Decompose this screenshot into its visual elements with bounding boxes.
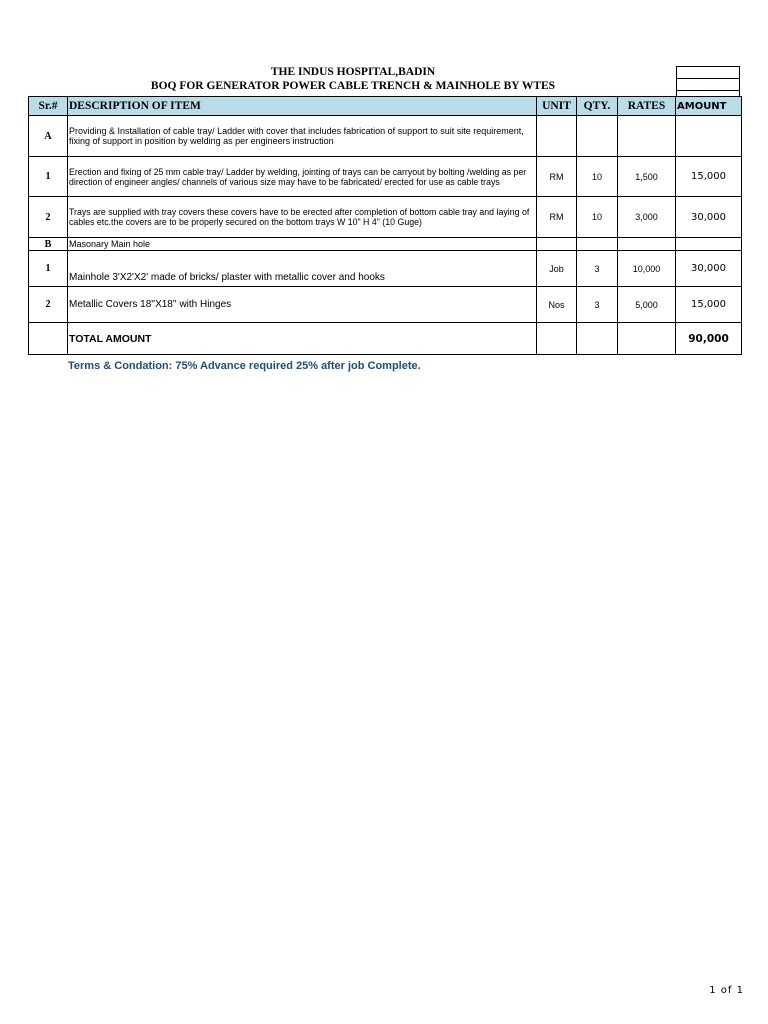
- row-unit: RM: [537, 157, 577, 197]
- total-amount: 90,000: [676, 323, 742, 355]
- row-qty: 10: [577, 197, 618, 238]
- row-sr: 1: [29, 157, 68, 197]
- row-rate: 10,000: [618, 251, 676, 287]
- header-side-box: [676, 78, 740, 90]
- table-header-row: [29, 97, 742, 116]
- row-amount: 30,000: [676, 251, 742, 287]
- row-description: Metallic Covers 18''X18'' with Hinges: [68, 287, 537, 323]
- row-unit: Nos: [537, 287, 577, 323]
- row-qty: 10: [577, 157, 618, 197]
- row-rate: 1,500: [618, 157, 676, 197]
- row-description: Erection and fixing of 25 mm cable tray/ Ladder by welding, jointing of trays can be carryout by bolting /welding as per direction of engineer angles/ channels of various size may have to be fabricated/ erected for use as cable trays: [68, 157, 537, 197]
- table-row: [29, 116, 742, 157]
- document-subtitle: BOQ FOR GENERATOR POWER CABLE TRENCH & MAINHOLE BY WTES: [150, 80, 556, 92]
- row-amount: [676, 116, 742, 157]
- row-description: Trays are supplied with tray covers these covers have to be erected after completion of bottom cable tray and laying of cables etc.the covers are to be properly secured on the bottom trays W 10" H 4" (10 Guge): [68, 197, 537, 238]
- header-side-box: [676, 66, 740, 78]
- row-sr: 2: [29, 287, 68, 323]
- row-amount: [676, 238, 742, 251]
- row-rate: [618, 116, 676, 157]
- row-qty: 3: [577, 251, 618, 287]
- table-row: [29, 197, 742, 238]
- total-rate-cell: [618, 323, 676, 355]
- row-amount: 15,000: [676, 157, 742, 197]
- total-row: [29, 323, 742, 355]
- total-unit-cell: [537, 323, 577, 355]
- row-description: Masonary Main hole: [68, 238, 537, 251]
- total-sr-cell: [29, 323, 68, 355]
- terms-and-conditions: Terms & Condation: 75% Advance required 25% after job Complete.: [68, 360, 421, 372]
- column-header-qty: QTY.: [577, 97, 618, 116]
- row-rate: [618, 238, 676, 251]
- row-sr: 1: [29, 251, 68, 287]
- document-title: THE INDUS HOSPITAL,BADIN: [270, 66, 436, 78]
- row-unit: [537, 116, 577, 157]
- row-qty: [577, 238, 618, 251]
- row-amount: 30,000: [676, 197, 742, 238]
- page-number: 1 of 1: [709, 985, 744, 996]
- row-sr: 2: [29, 197, 68, 238]
- column-header-sr: Sr.#: [29, 97, 68, 116]
- row-rate: 5,000: [618, 287, 676, 323]
- column-header-unit: UNIT: [537, 97, 577, 116]
- column-header-rates: RATES: [618, 97, 676, 116]
- row-sr: B: [29, 238, 68, 251]
- row-unit: RM: [537, 197, 577, 238]
- table-row: [29, 238, 742, 251]
- row-qty: [577, 116, 618, 157]
- row-amount: 15,000: [676, 287, 742, 323]
- column-header-amount: AMOUNT: [676, 97, 742, 116]
- row-sr: A: [29, 116, 68, 157]
- total-qty-cell: [577, 323, 618, 355]
- row-qty: 3: [577, 287, 618, 323]
- total-label: TOTAL AMOUNT: [68, 323, 537, 355]
- row-description: Mainhole 3'X2'X2' made of bricks/ plaster with metallic cover and hooks: [68, 251, 537, 287]
- table-row: [29, 251, 742, 287]
- row-description: Providing & Installation of cable tray/ Ladder with cover that includes fabrication of support to suit site requirement, fixing of support in position by welding as per engineers instruction: [68, 116, 537, 157]
- column-header-description: DESCRIPTION OF ITEM: [68, 97, 537, 116]
- row-unit: [537, 238, 577, 251]
- row-rate: 3,000: [618, 197, 676, 238]
- row-unit: Job: [537, 251, 577, 287]
- table-row: [29, 157, 742, 197]
- table-row: [29, 287, 742, 323]
- boq-table: [28, 96, 742, 355]
